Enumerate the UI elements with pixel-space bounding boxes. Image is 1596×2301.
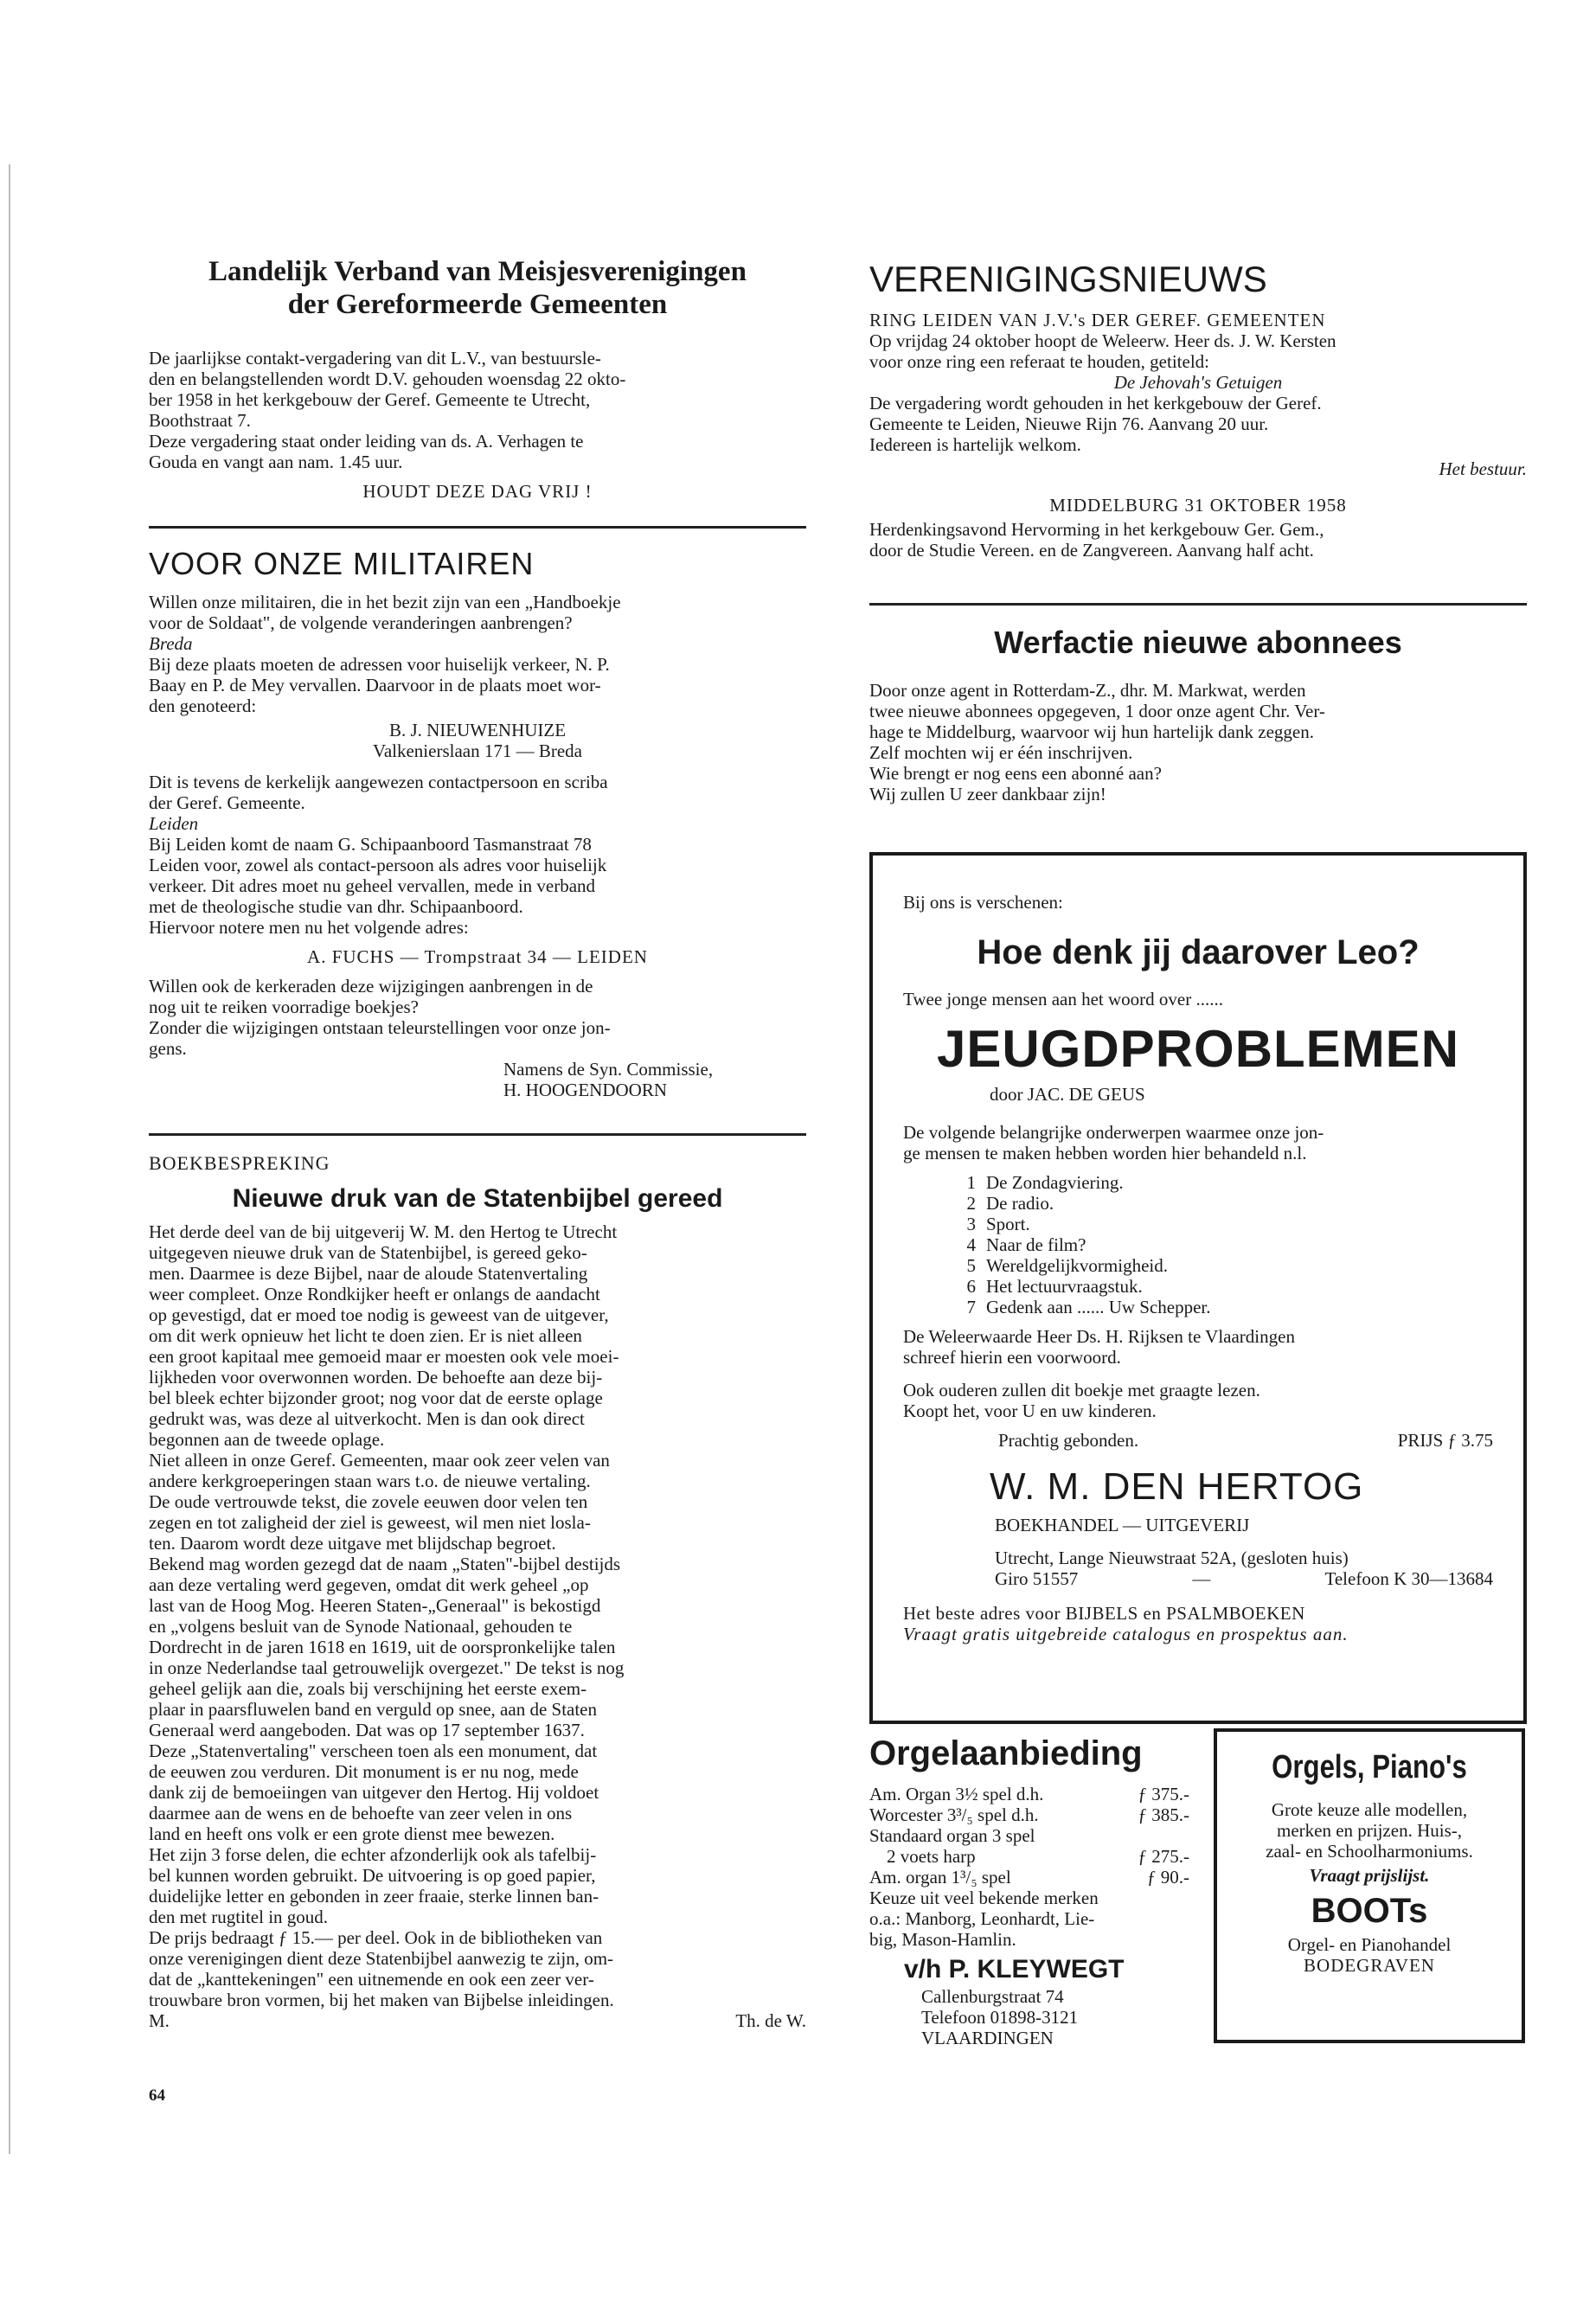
text-line: Gouda en vangt aan nam. 1.45 uur. bbox=[149, 452, 403, 472]
text-line: Zelf mochten wij er één inschrijven. bbox=[869, 742, 1133, 763]
publisher-sub: BOEKHANDEL — UITGEVERIJ bbox=[995, 1515, 1250, 1535]
text-line: in onze Nederlandse taal getrouwelijk overgezet." De tekst is nog bbox=[149, 1657, 625, 1678]
boots-advert-box bbox=[1214, 1728, 1525, 2043]
text-line: zaal- en Schoolharmoniums. bbox=[1266, 1841, 1473, 1862]
topic-list bbox=[946, 1172, 1493, 1317]
signature-2: H. HOOGENDOORN bbox=[503, 1080, 667, 1100]
text-line: voor de Soldaat", de volgende veranderingen aanbrengen? bbox=[149, 612, 573, 633]
text-line: Koopt het, voor U en uw kinderen. bbox=[903, 1400, 1157, 1421]
list-item: Am. organ 1³/₅ spel ƒ 90.- bbox=[869, 1867, 1189, 1888]
text-line: Willen ook de kerkeraden deze wijzigingen aanbrengen in de bbox=[149, 976, 593, 997]
text-line: onze verenigingen dient deze Statenbijbel aanwezig te zijn, om- bbox=[149, 1948, 614, 1969]
ring-title: RING LEIDEN VAN J.V.'s DER GEREF. GEMEENTEN bbox=[869, 310, 1326, 330]
price-row bbox=[903, 1430, 1493, 1451]
text-line: trouwbare bron vormen, bij het maken van Bijbelse inleidingen. bbox=[149, 1990, 614, 2010]
text-line: Generaal werd aangeboden. Dat was op 17 september 1637. bbox=[149, 1720, 585, 1740]
advert-subtitle: Twee jonge mensen aan het woord over ...... bbox=[903, 989, 1223, 1009]
address-line: Telefoon 01898-3121 bbox=[921, 2007, 1079, 2028]
text-line: bel bleek echter bijzonder groot; nog voor dat de eerste oplage bbox=[149, 1388, 603, 1408]
text-line: De prijs bedraagt ƒ 15.— per deel. Ook in de bibliotheken van bbox=[149, 1927, 603, 1948]
text-line: zegen en tot zaligheid der ziel is geweest, wil men niet losla- bbox=[149, 1512, 591, 1533]
text-line: Niet alleen in onze Geref. Gemeenten, maar ook zeer velen van bbox=[149, 1450, 610, 1471]
text-line: Bij Leiden komt de naam G. Schipaanboord Tasmanstraat 78 bbox=[149, 834, 592, 855]
text-line: Deze „Statenvertaling" verscheen toen als een monument, dat bbox=[149, 1740, 598, 1761]
list-item: Worcester 3³/₅ spel d.h. ƒ 385.- bbox=[869, 1804, 1189, 1825]
address-street: Valkenierslaan 171 — Breda bbox=[372, 740, 582, 761]
text-line: den genoteerd: bbox=[149, 695, 257, 716]
phone: Telefoon K 30—13684 bbox=[1324, 1568, 1493, 1589]
vereniging-section bbox=[869, 258, 1527, 561]
list-item: 4 Naar de film? bbox=[966, 1234, 1086, 1255]
text-line: ber 1958 in het kerkgebouw der Geref. Gemeente te Utrecht, bbox=[149, 389, 591, 410]
text-line: ten. Daarom wordt deze uitgave met blijdschap begroet. bbox=[149, 1533, 556, 1554]
boek-signature bbox=[149, 2010, 806, 2031]
text-line: weer compleet. Onze Rondkijker heeft er onlangs de aandacht bbox=[149, 1284, 600, 1304]
referaat-title: De Jehovah's Getuigen bbox=[1113, 372, 1283, 393]
text-line: gedrukt was, was deze al uitverkocht. Men is dan ook direct bbox=[149, 1408, 585, 1429]
text-line: Herdenkingsavond Hervorming in het kerkgebouw Ger. Gem., bbox=[869, 519, 1324, 540]
text-line: Bij deze plaats moeten de adressen voor huiselijk verkeer, N. P. bbox=[149, 654, 610, 675]
boek-section bbox=[149, 1152, 806, 2031]
text-line: Dit is tevens de kerkelijk aangewezen contactpersoon en scriba bbox=[149, 772, 608, 792]
orgel-list bbox=[869, 1784, 1189, 1950]
advert-intro: Bij ons is verschenen: bbox=[903, 892, 1063, 913]
bound-label: Prachtig gebonden. bbox=[998, 1430, 1139, 1451]
vereniging-heading: VERENIGINGSNIEUWS bbox=[869, 259, 1267, 299]
publisher-address: Utrecht, Lange Nieuwstraat 52A, (gesloten huis) bbox=[995, 1548, 1349, 1568]
divider bbox=[149, 1133, 806, 1136]
page-edge-line bbox=[9, 164, 10, 2154]
militairen-heading: VOOR ONZE MILITAIREN bbox=[149, 546, 535, 581]
text-line: Wie brengt er nog eens een abonné aan? bbox=[869, 763, 1162, 784]
list-item: Am. Organ 3½ spel d.h. ƒ 375.- bbox=[869, 1784, 1189, 1804]
text-line: Orgel- en Pianohandel bbox=[1287, 1934, 1452, 1955]
divider bbox=[149, 526, 806, 529]
landelijk-title-1: Landelijk Verband van Meisjesverenigingen bbox=[208, 256, 747, 287]
landelijk-closing: HOUDT DEZE DAG VRIJ ! bbox=[362, 481, 593, 502]
text-line: Grote keuze alle modellen, bbox=[1271, 1799, 1468, 1820]
text-line: Wij zullen U zeer dankbaar zijn! bbox=[869, 784, 1106, 804]
text-line: Op vrijdag 24 oktober hoopt de Weleerw. Heer ds. J. W. Kersten bbox=[869, 330, 1336, 351]
text-line: met de theologische studie van dhr. Schipaanboord. bbox=[149, 896, 523, 917]
text-line: daarmee aan de wens en de behoefte van zeer velen in ons bbox=[149, 1803, 573, 1823]
text-line: gens. bbox=[149, 1038, 187, 1059]
text-line: De jaarlijkse contakt-vergadering van dit L.V., van bestuursle- bbox=[149, 348, 601, 369]
text-line: Willen onze militairen, die in het bezit zijn van een „Handboekje bbox=[149, 592, 621, 612]
text-line: o.a.: Manborg, Leonhardt, Lie- bbox=[869, 1908, 1095, 1929]
text-line: Bekend mag worden gezegd dat de naam „Staten"-bijbel destijds bbox=[149, 1554, 621, 1574]
werfactie-heading: Werfactie nieuwe abonnees bbox=[994, 625, 1402, 660]
best-address: Het beste adres voor BIJBELS en PSALMBOEKEN bbox=[903, 1603, 1305, 1624]
bestuur-signature: Het bestuur. bbox=[1439, 458, 1527, 479]
text-line: uitgegeven nieuwe druk van de Statenbijbel, is gereed geko- bbox=[149, 1242, 587, 1263]
text-line: Boothstraat 7. bbox=[149, 410, 251, 431]
catalog-line: Vraagt gratis uitgebreide catalogus en prospektus aan. bbox=[903, 1624, 1349, 1644]
text-line: begonnen aan de tweede oplage. bbox=[149, 1429, 385, 1450]
text-line: andere kerkgroeperingen staan wars t.o. de nieuwe vertaling. bbox=[149, 1471, 591, 1491]
text-line: geheel gelijk aan die, zoals bij verschijning het eerste exem- bbox=[149, 1678, 587, 1699]
text-line: Iedereen is hartelijk welkom. bbox=[869, 434, 1081, 455]
text-line: BODEGRAVEN bbox=[1304, 1955, 1435, 1976]
leiden-label: Leiden bbox=[149, 813, 199, 834]
werfactie-section bbox=[869, 621, 1527, 804]
text-line: last van de Hoog Mog. Heeren Staten-„Generaal" is bekostigd bbox=[149, 1595, 601, 1616]
text-line: Ook ouderen zullen dit boekje met graagte lezen. bbox=[903, 1380, 1260, 1400]
landelijk-heading bbox=[149, 255, 806, 321]
text-line: merken en prijzen. Huis-, bbox=[1276, 1820, 1462, 1841]
giro-row bbox=[995, 1568, 1493, 1589]
boek-label: BOEKBESPREKING bbox=[149, 1152, 330, 1174]
text-line: voor onze ring een referaat te houden, getiteld: bbox=[869, 351, 1209, 372]
text-line: Leiden voor, zowel als contact-persoon als adres voor huiselijk bbox=[149, 855, 607, 875]
giro-dash: — bbox=[1192, 1568, 1211, 1589]
text-line: dank zij de bemoeiingen van uitgever den Hertog. Hij voldoet bbox=[149, 1782, 599, 1803]
text-line: Gemeente te Leiden, Nieuwe Rijn 76. Aanvang 20 uur. bbox=[869, 413, 1269, 434]
text-line: Het zijn 3 forse delen, die echter afzonderlijk ook als tafelbij- bbox=[149, 1844, 597, 1865]
text-line: De vergadering wordt gehouden in het kerkgebouw der Geref. bbox=[869, 393, 1322, 413]
text-line: dat de „kanttekeningen" een uitnemende en ook een zeer ver- bbox=[149, 1969, 594, 1990]
boek-heading: Nieuwe druk van de Statenbijbel gereed bbox=[232, 1184, 723, 1213]
boots-name: BOOTs bbox=[1311, 1892, 1428, 1930]
text-line: land en heeft ons volk er een grote dienst mee bewezen. bbox=[149, 1823, 555, 1844]
text-line: bel kunnen worden gebruikt. De uitvoering is op goed papier, bbox=[149, 1865, 596, 1886]
text-line: Baay en P. de Mey vervallen. Daarvoor in de plaats moet wor- bbox=[149, 675, 601, 695]
list-item: 1 De Zondagviering. bbox=[966, 1172, 1124, 1193]
list-item: 7 Gedenk aan ...... Uw Schepper. bbox=[966, 1297, 1211, 1317]
text-line: De volgende belangrijke onderwerpen waarmee onze jon- bbox=[903, 1122, 1324, 1143]
text-line: big, Mason-Hamlin. bbox=[869, 1929, 1016, 1950]
signature-1: Namens de Syn. Commissie, bbox=[503, 1059, 714, 1080]
list-item: 3 Sport. bbox=[966, 1214, 1030, 1234]
landelijk-title-2: der Gereformeerde Gemeenten bbox=[287, 289, 668, 320]
text-line: nog uit te reiken voorradige boekjes? bbox=[149, 997, 419, 1017]
text-line: hage te Middelburg, waarvoor wij hun hartelijk dank zeggen. bbox=[869, 721, 1314, 742]
text-line: Zonder die wijzigingen ontstaan teleurstellingen voor onze jon- bbox=[149, 1017, 611, 1038]
signature-right: Th. de W. bbox=[735, 2010, 806, 2031]
militairen-section bbox=[149, 545, 806, 1100]
text-line: den en belangstellenden wordt D.V. gehouden woensdag 22 okto- bbox=[149, 369, 626, 389]
list-item: 2 voets harp ƒ 275.- bbox=[887, 1846, 1189, 1867]
signature-left: M. bbox=[149, 2010, 170, 2031]
text-line: Hiervoor notere men nu het volgende adres: bbox=[149, 917, 469, 938]
text-line: twee nieuwe abonnees opgegeven, 1 door onze agent Chr. Ver- bbox=[869, 701, 1325, 721]
book-advert-box bbox=[869, 852, 1527, 1724]
breda-label: Breda bbox=[149, 633, 193, 654]
text-line: De Weleerwaarde Heer Ds. H. Rijksen te Vlaardingen bbox=[903, 1326, 1295, 1347]
list-item: 5 Wereldgelijkvormigheid. bbox=[966, 1255, 1168, 1276]
address-line: VLAARDINGEN bbox=[921, 2028, 1054, 2048]
text-line: De oude vertrouwde tekst, die zovele eeuwen door velen ten bbox=[149, 1491, 588, 1512]
boots-heading: Orgels, Piano's bbox=[1272, 1749, 1467, 1785]
advert-title: Hoe denk jij daarover Leo? bbox=[977, 933, 1420, 971]
divider bbox=[869, 603, 1527, 606]
text-line: plaar in paarsfluwelen band en verguld op snee, aan de Staten bbox=[149, 1699, 598, 1720]
text-line: op gevestigd, dat er moed toe nodig is geweest van de uitgever, bbox=[149, 1304, 609, 1325]
text-line: duidelijke letter en gebonden in zeer fraaie, sterke linnen ban- bbox=[149, 1886, 599, 1907]
text-line: aan deze vertaling werd gegeven, omdat dit werk geheel „op bbox=[149, 1574, 589, 1595]
list-item: 6 Het lectuurvraagstuk. bbox=[966, 1276, 1143, 1297]
text-line: Dordrecht in de jaren 1618 en 1619, uit de oorspronkelijke talen bbox=[149, 1637, 616, 1657]
text-line: Door onze agent in Rotterdam-Z., dhr. M. Markwat, werden bbox=[869, 680, 1306, 701]
boek-body bbox=[149, 1221, 806, 2031]
orgel-heading: Orgelaanbieding bbox=[869, 1734, 1143, 1772]
text-line: een groot kapitaal mee gemoeid maar er moesten ook vele moei- bbox=[149, 1346, 619, 1367]
text-line: Het derde deel van de bij uitgeverij W. M. den Hertog te Utrecht bbox=[149, 1221, 618, 1242]
price: PRIJS ƒ 3.75 bbox=[1397, 1430, 1493, 1451]
advert-author: door JAC. DE GEUS bbox=[990, 1084, 1145, 1105]
text-line: en „volgens besluit van de Synode Nationaal, gehouden te bbox=[149, 1616, 573, 1637]
text-line: lijkheden voor overwonnen worden. De behoefte aan deze bij- bbox=[149, 1367, 603, 1388]
text-line: schreef hierin een voorwoord. bbox=[903, 1347, 1121, 1368]
list-item: Standaard organ 3 spel bbox=[869, 1825, 1035, 1846]
giro: Giro 51557 bbox=[995, 1568, 1079, 1589]
text-line: verkeer. Dit adres moet nu geheel vervallen, mede in verband bbox=[149, 875, 596, 896]
list-item: 2 De radio. bbox=[966, 1193, 1054, 1214]
orgel-firm: v/h P. KLEYWEGT bbox=[904, 1955, 1125, 1984]
text-line: de eeuwen zou verduren. Dit monument is er nu nog, mede bbox=[149, 1761, 579, 1782]
text-line: ge mensen te maken hebben worden hier behandeld n.l. bbox=[903, 1143, 1307, 1163]
text-line: Keuze uit veel bekende merken bbox=[869, 1888, 1099, 1908]
boots-ask: Vraagt prijslijst. bbox=[1309, 1865, 1430, 1886]
text-line: om dit werk opnieuw het licht te doen zien. Er is niet alleen bbox=[149, 1325, 582, 1346]
publisher-name: W. M. DEN HERTOG bbox=[990, 1465, 1364, 1508]
address-line: Callenburgstraat 74 bbox=[921, 1986, 1064, 2007]
landelijk-body bbox=[149, 348, 806, 502]
text-line: der Geref. Gemeente. bbox=[149, 792, 305, 813]
text-line: den met rugtitel in goud. bbox=[149, 1907, 329, 1927]
middelburg-heading: MIDDELBURG 31 OKTOBER 1958 bbox=[1049, 495, 1347, 516]
text-line: Deze vergadering staat onder leiding van ds. A. Verhagen te bbox=[149, 431, 584, 452]
address-2: A. FUCHS — Trompstraat 34 — LEIDEN bbox=[307, 946, 648, 967]
address-name: B. J. NIEUWENHUIZE bbox=[388, 720, 567, 740]
text-line: door de Studie Vereen. en de Zangvereen. Aanvang half acht. bbox=[869, 540, 1314, 561]
orgel-advert bbox=[869, 1732, 1189, 2048]
text-line: men. Daarmee is deze Bijbel, naar de aloude Statenvertaling bbox=[149, 1263, 588, 1284]
advert-big-title: JEUGDPROBLEMEN bbox=[936, 1020, 1460, 1078]
page-number: 64 bbox=[149, 2086, 165, 2105]
